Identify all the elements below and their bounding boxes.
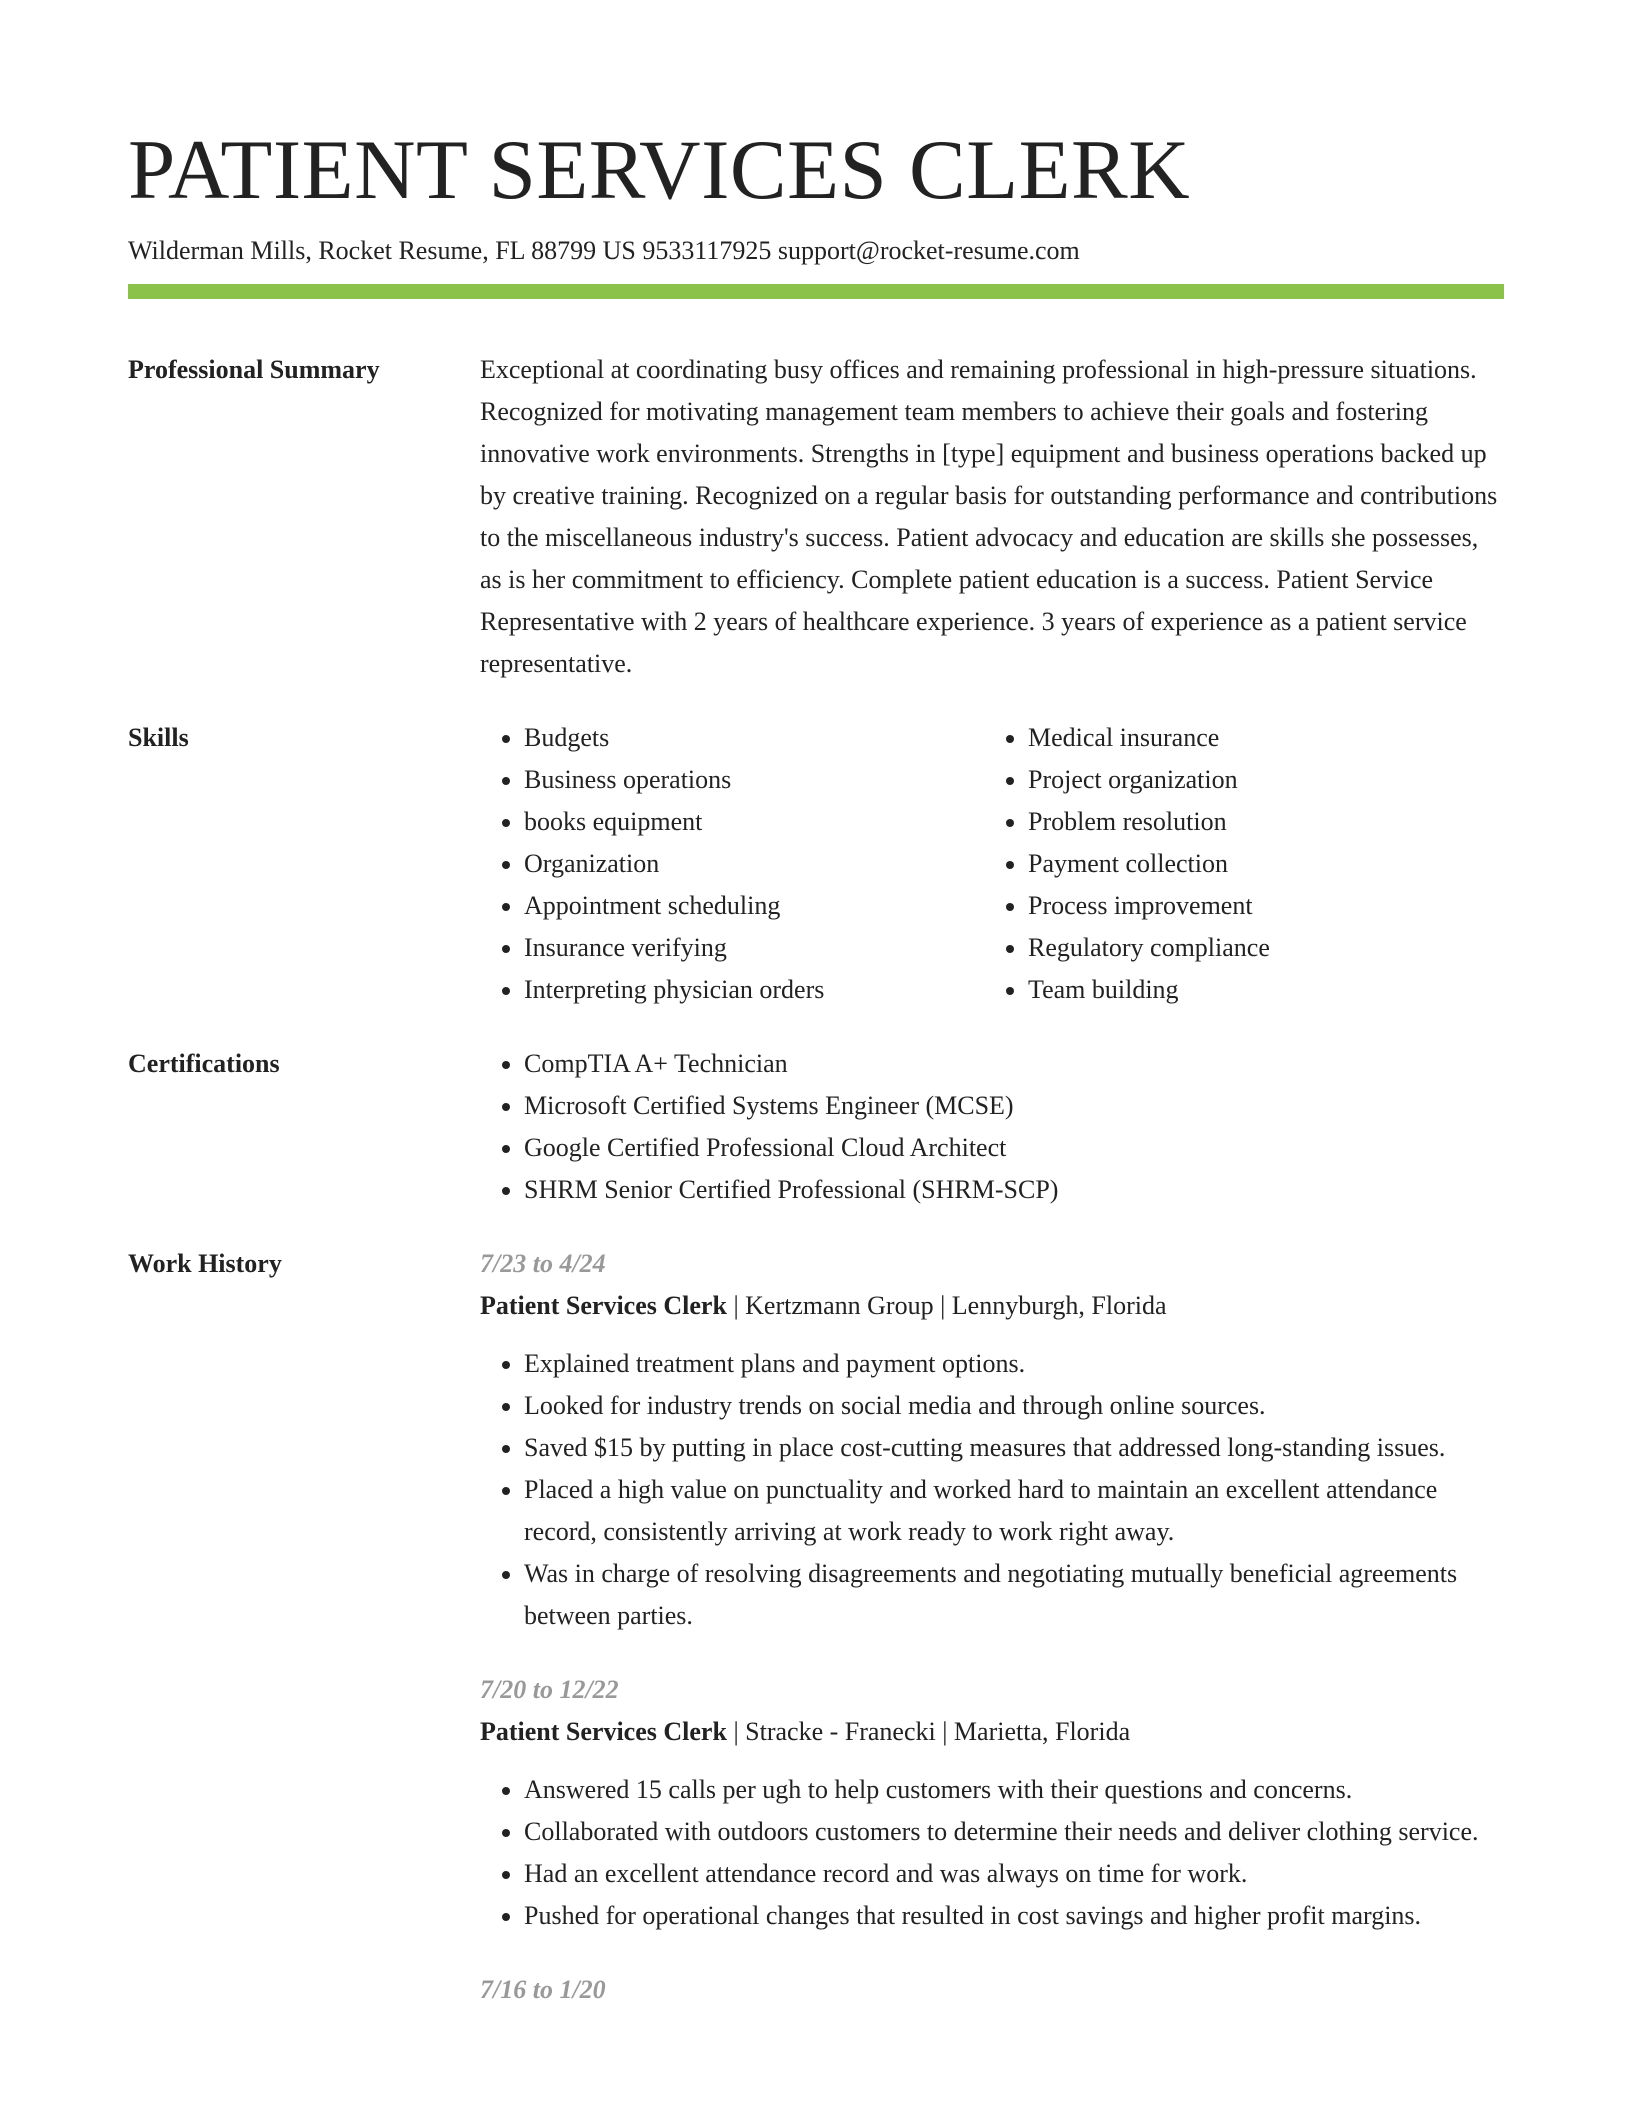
contact-line: Wilderman Mills, Rocket Resume, FL 88799 US 9533117925 support@rocket-resume.com <box>128 236 1080 265</box>
job-bullet-list <box>480 1769 1504 1937</box>
skill-item: • Payment collection <box>1028 843 1488 885</box>
job-title: Patient Services Clerk <box>480 1291 727 1320</box>
header-divider <box>128 284 1504 299</box>
summary-section <box>128 349 1504 685</box>
job-title: Patient Services Clerk <box>480 1717 727 1746</box>
job-bullet-list <box>480 1343 1504 1637</box>
job-bullet: • Placed a high value on punctuality and worked hard to maintain an excellent attendance record, consistently arriving at work ready to work right away. <box>524 1469 1504 1553</box>
job-bullet: • Explained treatment plans and payment options. <box>524 1343 1504 1385</box>
skills-list-right <box>984 717 1488 1011</box>
job-details: | Kertzmann Group | Lennyburgh, Florida <box>726 1291 1167 1320</box>
certifications-list <box>480 1043 1504 1211</box>
work-history-label: Work History <box>128 1249 282 1278</box>
skill-item: • Interpreting physician orders <box>524 969 984 1011</box>
job-title-line <box>480 1711 1504 1753</box>
job-bullet: • Was in charge of resolving disagreements and negotiating mutually beneficial agreements between parties. <box>524 1553 1504 1637</box>
job-bullet: • Collaborated with outdoors customers to determine their needs and deliver clothing service. <box>524 1811 1504 1853</box>
skill-item: • books equipment <box>524 801 984 843</box>
job-entry <box>480 1243 1504 1637</box>
job-bullet: • Had an excellent attendance record and was always on time for work. <box>524 1853 1504 1895</box>
certifications-section <box>128 1043 1504 1211</box>
skill-item: • Project organization <box>1028 759 1488 801</box>
skill-item: • Problem resolution <box>1028 801 1488 843</box>
skills-label: Skills <box>128 723 189 752</box>
skills-section <box>128 717 1504 1011</box>
certification-item: • Microsoft Certified Systems Engineer (MCSE) <box>524 1085 1504 1127</box>
skill-item: • Medical insurance <box>1028 717 1488 759</box>
job-dates: 7/16 to 1/20 <box>480 1975 606 2004</box>
job-entry <box>480 1969 1504 2011</box>
job-bullet: • Answered 15 calls per ugh to help customers with their questions and concerns. <box>524 1769 1504 1811</box>
skill-item: • Organization <box>524 843 984 885</box>
certifications-label: Certifications <box>128 1049 280 1078</box>
skill-item: • Business operations <box>524 759 984 801</box>
skill-item: • Team building <box>1028 969 1488 1011</box>
summary-label: Professional Summary <box>128 355 380 384</box>
summary-text: Exceptional at coordinating busy offices and remaining professional in high-pressure situations. Recognized for motivating management team members to achieve their goals and fostering innovative work environments. Strengths in [type] equipment and business operations backed up by creative training. Recognized on a regular basis for outstanding performance and contributions to the miscellaneous industry's success. Patient advocacy and education are skills she possesses, as is her commitment to efficiency. Complete patient education is a success. Patient Service Representative with 2 years of healthcare experience. 3 years of experience as a patient service representative. <box>480 355 1498 678</box>
certification-item: • SHRM Senior Certified Professional (SHRM-SCP) <box>524 1169 1504 1211</box>
skill-item: • Insurance verifying <box>524 927 984 969</box>
skills-list-left <box>480 717 984 1011</box>
skill-item: • Budgets <box>524 717 984 759</box>
job-dates: 7/23 to 4/24 <box>480 1249 606 1278</box>
job-details: | Stracke - Franecki | Marietta, Florida <box>726 1717 1131 1746</box>
job-title-line <box>480 1285 1504 1327</box>
certifications-body <box>480 1043 1504 1211</box>
job-dates: 7/20 to 12/22 <box>480 1675 619 1704</box>
work-history-body <box>480 1243 1504 2043</box>
work-history-section <box>128 1243 1504 2043</box>
job-bullet: • Looked for industry trends on social media and through online sources. <box>524 1385 1504 1427</box>
job-bullet: • Saved $15 by putting in place cost-cutting measures that addressed long-standing issues. <box>524 1427 1504 1469</box>
skills-body <box>480 717 1504 1011</box>
skill-item: • Regulatory compliance <box>1028 927 1488 969</box>
job-bullet: • Pushed for operational changes that resulted in cost savings and higher profit margins. <box>524 1895 1504 1937</box>
summary-body <box>480 349 1504 685</box>
resume-page <box>128 0 1504 2043</box>
certification-item: • Google Certified Professional Cloud Architect <box>524 1127 1504 1169</box>
resume-name-heading: PATIENT SERVICES CLERK <box>128 123 1191 217</box>
skill-item: • Process improvement <box>1028 885 1488 927</box>
skill-item: • Appointment scheduling <box>524 885 984 927</box>
certification-item: • CompTIA A+ Technician <box>524 1043 1504 1085</box>
job-entry <box>480 1669 1504 1937</box>
